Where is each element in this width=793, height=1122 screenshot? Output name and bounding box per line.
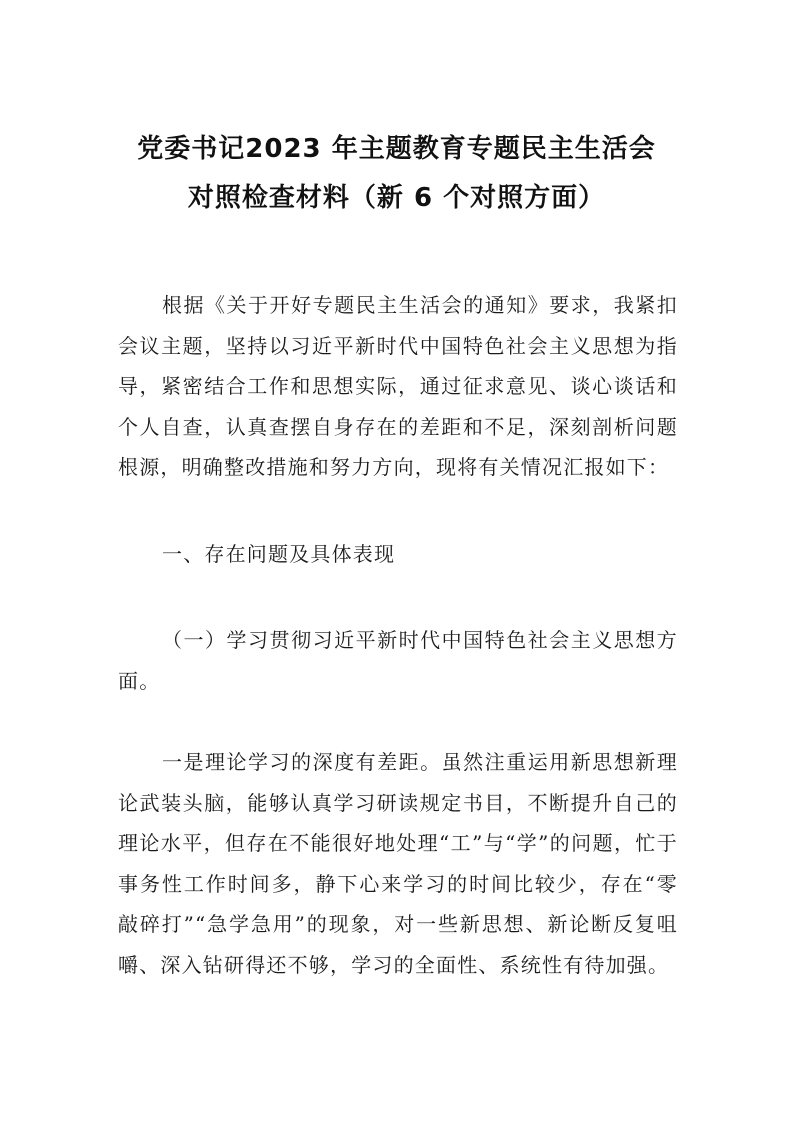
document-title-line-1: 党委书记2023 年主题教育专题民主生活会	[137, 134, 656, 164]
subsection-heading-study: （一）学习贯彻习近平新时代中国特色社会主义思想方面。	[118, 628, 678, 693]
section-heading-problems: 一、存在问题及具体表现	[162, 542, 396, 566]
intro-paragraph: 根据《关于开好专题民主生活会的通知》要求，我紧扣会议主题，坚持以习近平新时代中国特色社会主义思想为指导，紧密结合工作和思想实际，通过征求意见、谈心谈话和个人自查，认真查摆自身存在的差距和不足，深刻剖析问题根源，明确整改措施和努力方向，现将有关情况汇报如下：	[118, 293, 678, 479]
document-title-line-2: 对照检查材料（新 6 个对照方面）	[187, 183, 606, 213]
body-paragraph-theory-study: 一是理论学习的深度有差距。虽然注重运用新思想新理论武装头脑，能够认真学习研读规定书目，不断提升自己的理论水平，但存在不能很好地处理“工”与“学”的问题，忙于事务性工作时间多，静下心来学习的时间比较少，存在“零敲碎打”“急学急用”的现象，对一些新思想、新论断反复咀嚼、深入钻研得还不够，学习的全面性、系统性有待加强。	[118, 750, 678, 977]
